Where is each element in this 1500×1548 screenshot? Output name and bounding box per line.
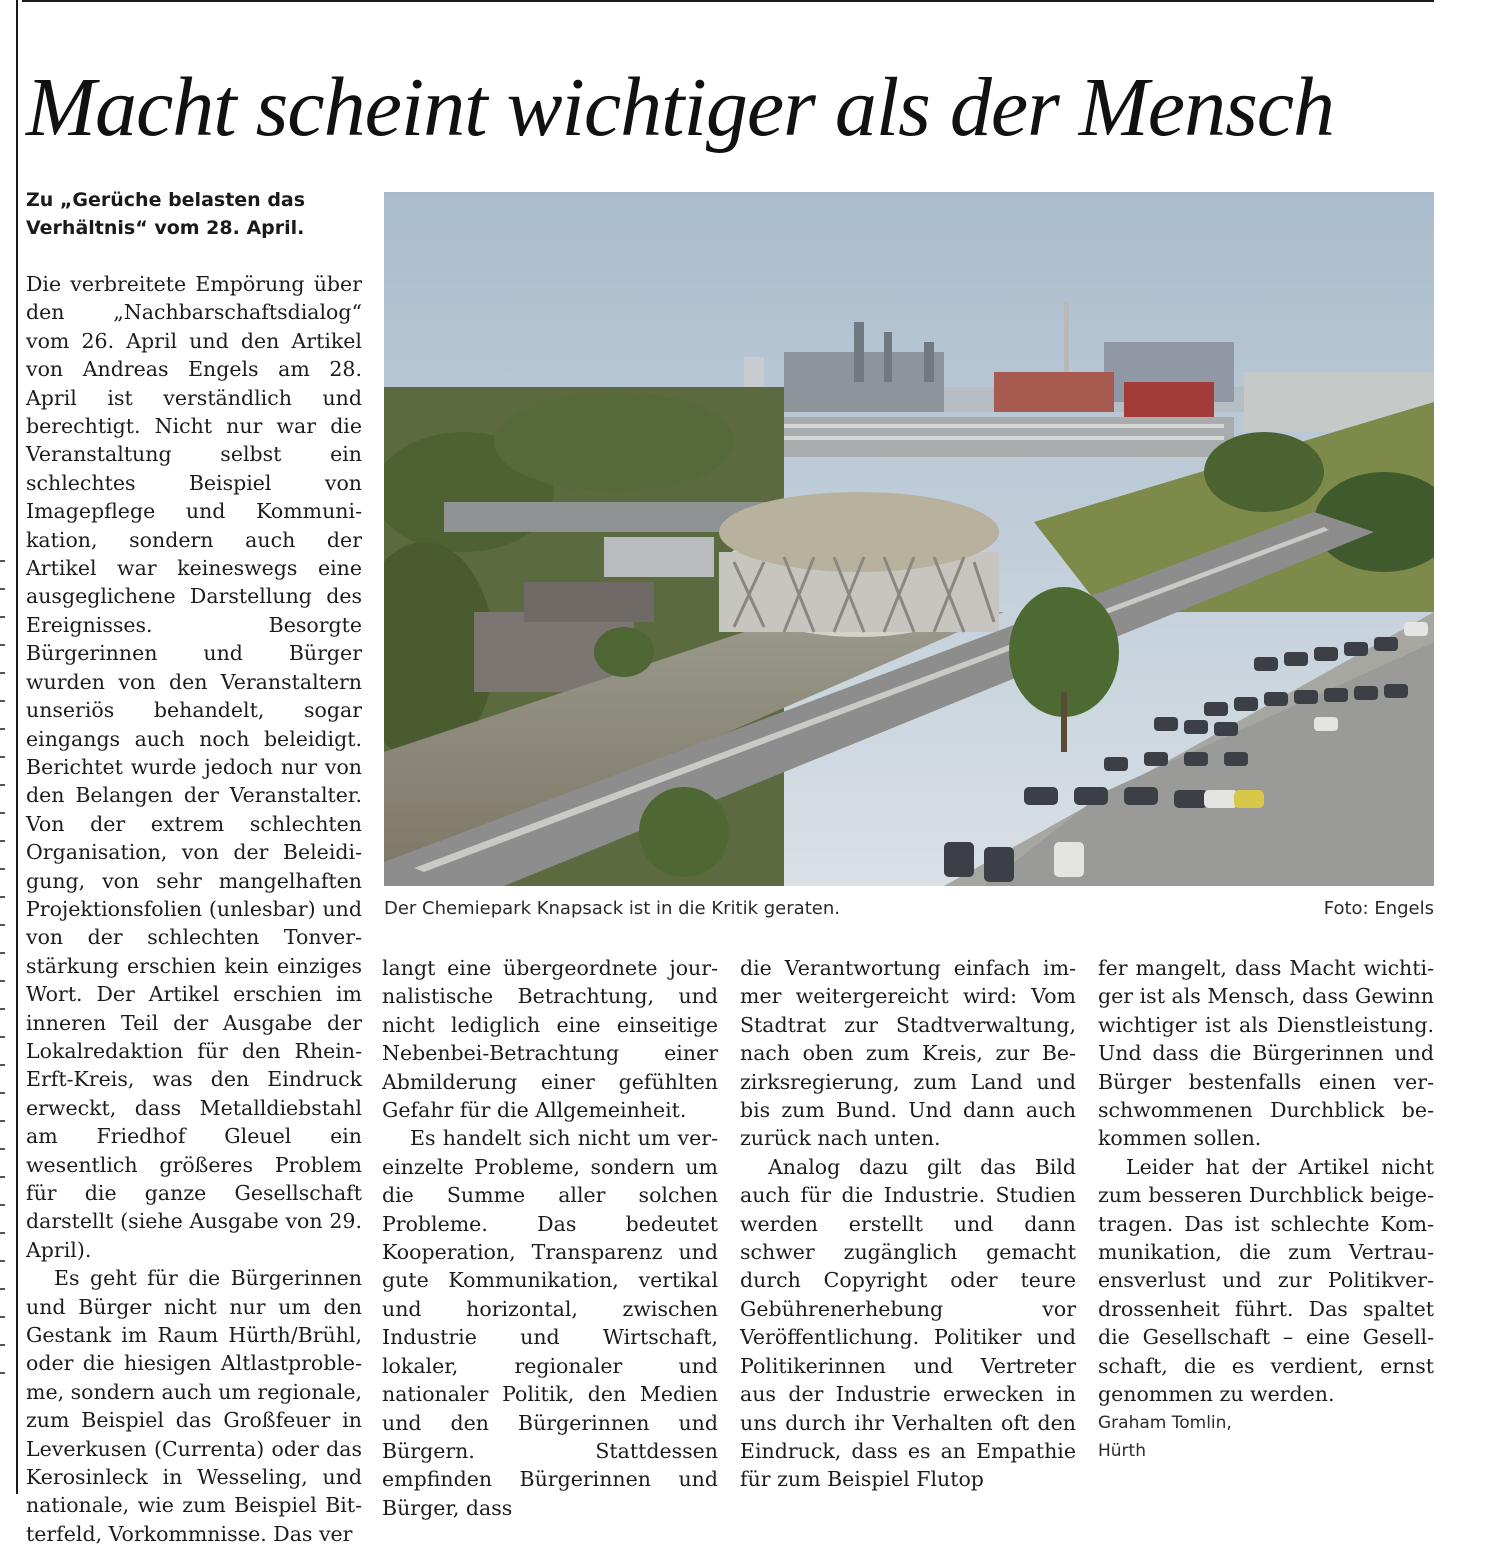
adjacent-column-fragment: [0, 560, 8, 1460]
paragraph: fer mangelt, dass Macht wichtiger ist als Mensch, dass Gewinn wichtiger ist als Dienstleistung. Und dass die Bürgerinnen und Bürger bestenfalls einen verschwommenen Durchblick bekommen sollen.: [1098, 956, 1434, 1151]
text-column-3: [740, 954, 1076, 1494]
caption-text: Der Chemiepark Knapsack ist in die Kritik geraten.: [384, 898, 840, 919]
paragraph: die Verantwortung einfach immer weitergereicht wird: Vom Stadtrat zur Stadtverwaltung, nach oben zum Kreis, zur Bezirksregierung, zum Land und bis zum Bund. Und dann auch zurück nach unten.: [740, 956, 1076, 1151]
author-signature: [1098, 1409, 1434, 1465]
text-column-4: [1098, 954, 1434, 1465]
photo-credit: Foto: Engels: [1323, 898, 1434, 919]
paragraph: Es geht für die Bürgerinnen und Bürger nicht nur um den Gestank im Raum Hürth/Brühl, oder die hiesigen Altlastprobleme, sondern auch um regionale, zum Beispiel das Großfeuer in Leverkusen (Currenta) oder das Kerosinleck in Wesseling, und nationale, wie zum Beispiel Bitterfeld, Vorkommnisse. Das ver: [26, 1266, 362, 1546]
chemical-park-aerial-photo: [384, 192, 1434, 886]
paragraph: Es handelt sich nicht um vereinzelte Probleme, sondern um die Summe aller solchen Probleme. Das bedeutet Kooperation, Transparenz und gute Kommunikation, vertikal und horizontal, zwischen Industrie und Wirtschaft, lokaler, regionaler und nationaler Politik, den Medien und den Bürgerinnen und Bürgern. Stattdessen empfinden Bürgerinnen und Bürger, dass: [382, 1126, 718, 1520]
article-headline: Macht scheint wichtiger als der Mensch: [26, 61, 1335, 154]
paragraph: Analog dazu gilt das Bild auch für die Industrie. Studien werden erstellt und dann schwer zugänglich gemacht durch Copyright oder teure Gebührenerhebung vor Veröffentlichung. Politiker und Politikerinnen und Vertreter aus der Industrie erwecken in uns durch ihr Verhalten oft den Eindruck, dass es an Empathie für zum Beispiel Flutop: [740, 1154, 1076, 1492]
paragraph: Die verbreitete Empörung über den „Nachbarschaftsdialog“ vom 26. April und den Artikel von Andreas Engels am 28. April ist verständlich und berechtigt. Nicht nur war die Veranstaltung selbst ein schlechtes Beispiel von Imagepflege und Kommunikation, sondern auch der Artikel war keineswegs eine ausgeglichene Darstellung des Ereignisses. Besorgte Bürgerinnen und Bürger wurden von den Veranstaltern unseriös behandelt, sogar eingangs auch noch beleidigt. Berichtet wurde jedoch nur von den Belangen der Veranstalter. Von der extrem schlechten Organisation, von der Beleidigung, von sehr mangelhaften Projektionsfolien (unlesbar) und von der schlechten Tonverstärkung erschien kein einziges Wort. Der Artikel erschien im inneren Teil der Ausgabe der Lokalredaktion für den Rhein-Erft-Kreis, was den Eindruck erweckt, dass Metalldiebstahl am Friedhof Gleuel ein wesentlich größeres Problem für die ganze Gesellschaft darstellt (siehe Ausgabe von 29. April).: [26, 272, 362, 1262]
article-reference: Zu „Gerüche belasten das Verhältnis“ vom 28. April.: [26, 189, 306, 239]
top-rule: [22, 0, 1434, 2]
author-name: Graham Tomlin,: [1098, 1412, 1232, 1433]
paragraph: Leider hat der Artikel nicht zum besseren Durchblick beigetragen. Das ist schlechte Kommunikation, die zum Vertrauensverlust und zur Politikverdrossenheit führt. Das spaltet die Gesellschaft – eine Gesellschaft, die es verdient, ernst genommen zu werden.: [1098, 1154, 1434, 1407]
author-place: Hürth: [1098, 1440, 1146, 1461]
text-column-1: [26, 270, 362, 1548]
paragraph: langt eine übergeordnete journalistische Betrachtung, und nicht lediglich eine einseitige Nebenbei-Betrachtung einer Abmilderung einer gefühlten Gefahr für die Allgemeinheit.: [382, 956, 718, 1123]
column-divider-rule: [16, 0, 18, 1494]
text-column-2: [382, 954, 718, 1522]
photo-caption: [384, 898, 1434, 926]
